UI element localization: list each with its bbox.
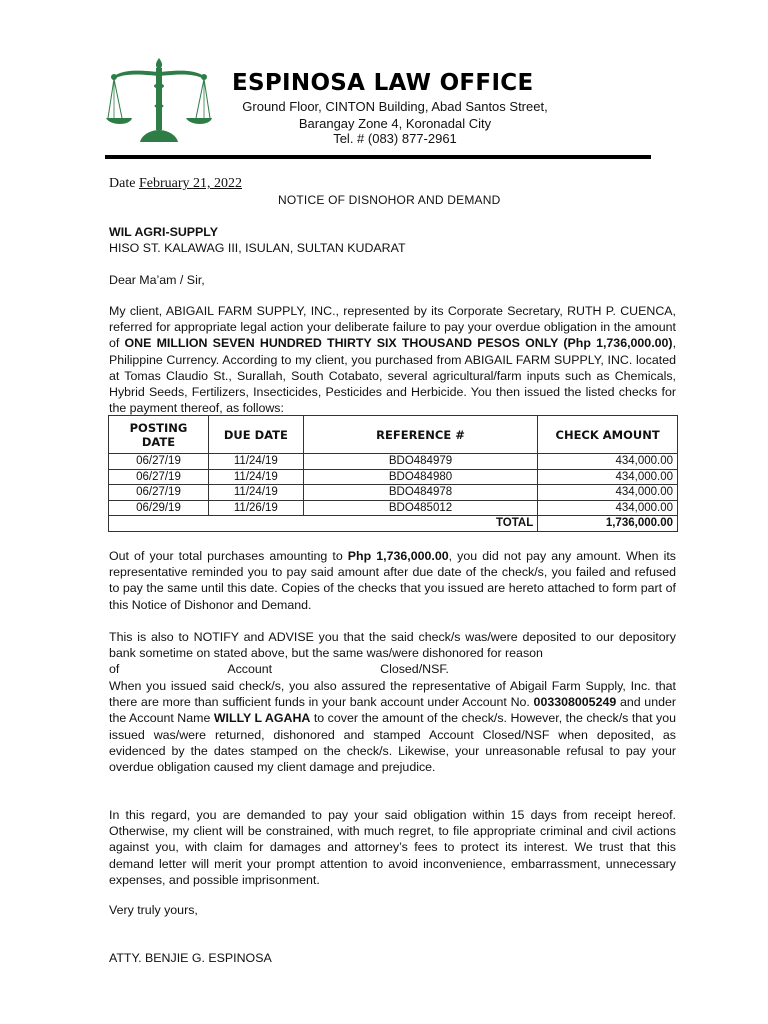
header-due-date: DUE DATE [208,416,303,454]
firm-telephone: Tel. # (083) 877-2961 [333,131,457,146]
amount-in-words: ONE MILLION SEVEN HUNDRED THIRTY SIX THOUSAND PESOS ONLY (Php 1,736,000.00) [124,336,673,351]
paragraph-text: This is also to NOTIFY and ADVISE you that the said check/s was/were deposited to our depository bank sometime on stated above, but the same was/were dishonored for reason [109,630,676,661]
posting-date-cell: 06/29/19 [109,500,209,516]
firm-name: ESPINOSA LAW OFFICE [232,70,534,96]
due-date-cell: 11/24/19 [208,485,303,501]
total-label: TOTAL [109,516,538,532]
signatory-name: ATTY. BENJIE G. ESPINOSA [109,951,272,965]
due-date-cell: 11/24/19 [208,469,303,485]
table-row [109,485,678,501]
addressee-name: WIL AGRI-SUPPLY [109,225,219,239]
posting-date-cell: 06/27/19 [109,454,209,470]
date-value: February 21, 2022 [138,176,242,191]
paragraph-nonpayment [109,548,676,613]
paragraph-text: , you did not pay any amount. When its representative reminded you to pay said amount after due date of the check/s, you failed and refused to pay the same until this date. Copies of the checks that you issued are hereto attached to form part of this Notice of Dishonor and Demand. [109,549,676,612]
total-amount: Php 1,736,000.00 [347,549,449,563]
due-date-cell: 11/24/19 [208,454,303,470]
table-row [109,469,678,485]
letter-date [109,176,242,192]
paragraph-dishonor-notice [109,629,676,678]
total-value: 1,736,000.00 [538,516,678,532]
header-check-amount: CHECK AMOUNT [538,416,678,454]
date-label: Date [109,176,136,191]
due-date-cell: 11/26/19 [208,500,303,516]
notice-title: NOTICE OF DISNOHOR AND DEMAND [278,193,501,207]
paragraph-text: of [109,662,120,677]
closing: Very truly yours, [109,903,198,917]
paragraph-text: Closed/NSF. [380,662,449,677]
paragraph-text: and under the Account Name [109,695,676,726]
header-posting-date: POSTING DATE [109,416,209,454]
amount-cell: 434,000.00 [538,500,678,516]
paragraph-text: Account [227,662,273,677]
firm-address-line1: Ground Floor, CINTON Building, Abad Santos Street, [242,99,548,114]
addressee-address: HISO ST. KALAWAG III, ISULAN, SULTAN KUDARAT [109,241,406,255]
paragraph-obligation [109,303,676,416]
firm-address-line2: Barangay Zone 4, Koronadal City [298,116,492,131]
table-row [109,454,678,470]
paragraph-account-details [109,678,676,775]
reference-cell: BDO485012 [303,500,537,516]
table-total-row [109,516,678,532]
amount-cell: 434,000.00 [538,485,678,501]
amount-cell: 434,000.00 [538,454,678,470]
paragraph-text: to cover the amount of the check/s. However, the check/s that you issued was/were returned, dishonored and stamped Account Closed/NSF when deposited, as evidenced by the dates stamped on the check/s. Likewise, your unreasonable refusal to pay your overdue obligation caused my client damage and prejudice. [109,711,676,775]
amount-cell: 434,000.00 [538,469,678,485]
posting-date-cell: 06/27/19 [109,469,209,485]
paragraph-text: My client, ABIGAIL FARM SUPPLY, INC., represented by its Corporate Secretary, RUTH P. CUENCA, referred for appropriate legal action your deliberate failure to pay your overdue obligation in the amount of [109,304,676,351]
reference-cell: BDO484978 [303,485,537,501]
paragraph-text: , Philippine Currency. According to my client, you purchased from ABIGAIL FARM SUPPLY, INC. located at Tomas Claudio St., Surallah, South Cotabato, several agricultural/farm inputs such as Chemicals, Hybrid Seeds, Fertilizers, Insecticides, Pesticides and Herbicide. You then issued the listed checks for the payment thereof, as follows: [109,336,677,416]
posting-date-cell: 06/27/19 [109,485,209,501]
checks-table [108,415,678,532]
account-number: 003308005249 [533,695,617,710]
letterhead-divider [105,155,651,159]
reference-cell: BDO484980 [303,469,537,485]
header-reference: REFERENCE # [303,416,537,454]
paragraph-text: Out of your total purchases amounting to [109,549,348,563]
scales-of-justice-icon [106,56,212,144]
paragraph-text: When you issued said check/s, you also assured the representative of Abigail Farm Supply, Inc. that there are more than sufficient funds in your bank account under Account No. [109,679,676,710]
paragraph-demand: In this regard, you are demanded to pay your said obligation within 15 days from receipt hereof. Otherwise, my client will be constrained, with much regret, to file appropriate criminal and civil actions against you, with claim for damages and attorney’s fees to protect its interest. We trust that this demand letter will merit your prompt attention to avoid inconvenience, embarrassment, unnecessary expenses, and possible imprisonment. [109,808,676,887]
table-row [109,500,678,516]
reference-cell: BDO484979 [303,454,537,470]
account-name: WILLY L AGAHA [213,711,311,726]
salutation: Dear Ma’am / Sir, [109,273,205,287]
table-header-row [109,416,678,454]
